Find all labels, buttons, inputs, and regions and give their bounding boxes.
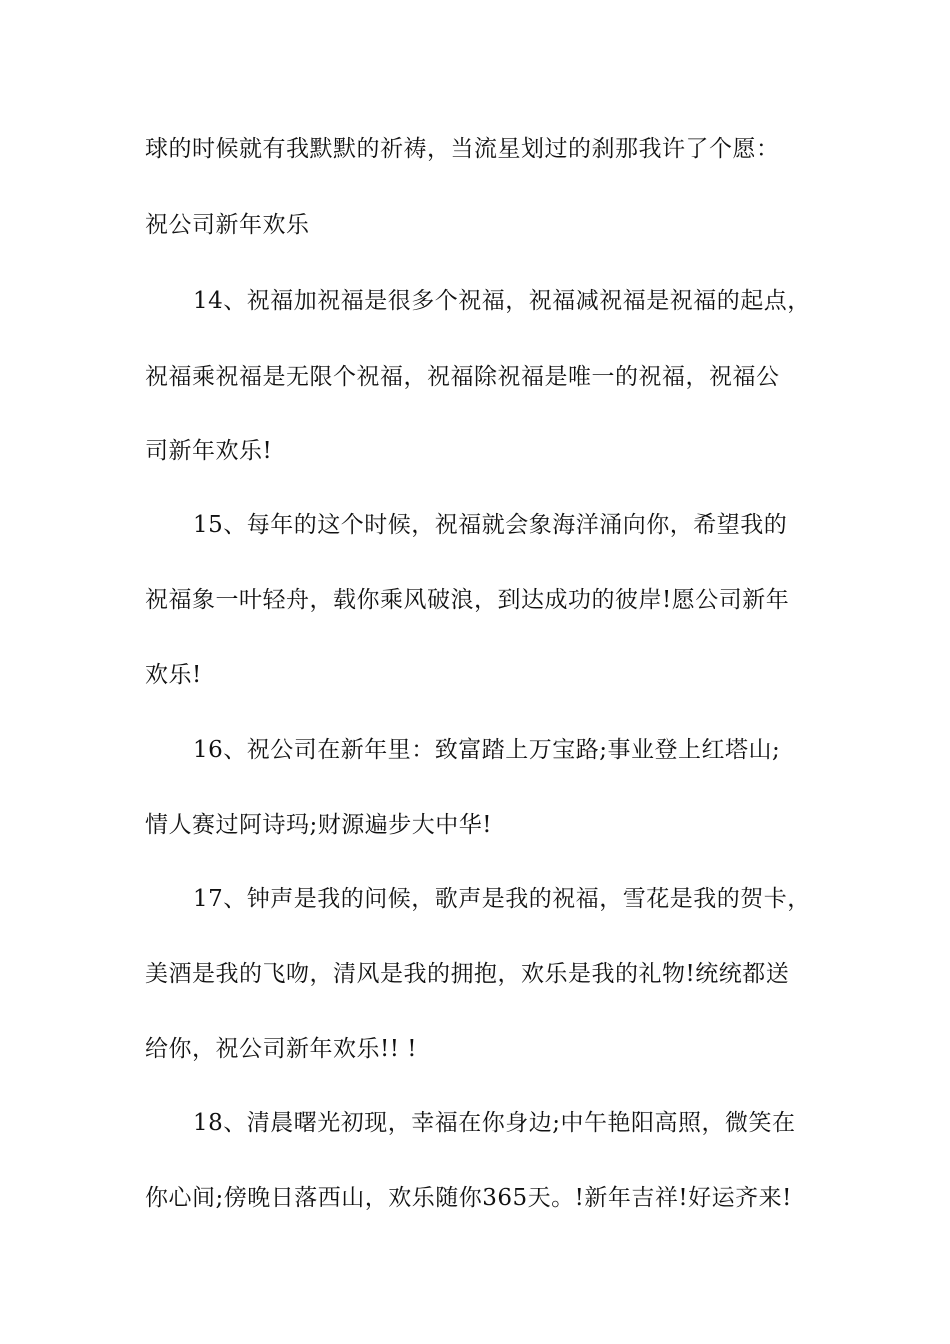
paragraph-16-line-2: 情人赛过阿诗玛;财源遍步大中华! xyxy=(145,812,492,838)
paragraph-15-line-3: 欢乐! xyxy=(145,662,202,688)
paragraph-18-line-1: 18、清晨曙光初现，幸福在你身边;中午艳阳高照，微笑在 xyxy=(193,1110,796,1136)
paragraph-17-line-1: 17、钟声是我的问候，歌声是我的祝福，雪花是我的贺卡， xyxy=(193,886,811,912)
paragraph-14-line-1: 14、祝福加祝福是很多个祝福，祝福减祝福是祝福的起点， xyxy=(193,288,811,314)
paragraph-17-line-3: 给你，祝公司新年欢乐!! ! xyxy=(145,1036,418,1062)
text-line-1: 球的时候就有我默默的祈祷，当流星划过的刹那我许了个愿： xyxy=(145,136,780,162)
paragraph-18-line-2: 你心间;傍晚日落西山，欢乐随你365天。!新年吉祥!好运齐来! xyxy=(145,1185,792,1211)
paragraph-14-line-3: 司新年欢乐! xyxy=(145,438,273,464)
paragraph-17-line-2: 美酒是我的飞吻，清风是我的拥抱，欢乐是我的礼物!统统都送 xyxy=(145,961,790,987)
text-line-2: 祝公司新年欢乐 xyxy=(145,212,310,238)
paragraph-15-line-2: 祝福象一叶轻舟，载你乘风破浪，到达成功的彼岸!愿公司新年 xyxy=(145,587,790,613)
paragraph-16-line-1: 16、祝公司在新年里：致富踏上万宝路;事业登上红塔山; xyxy=(193,737,781,763)
paragraph-14-line-2: 祝福乘祝福是无限个祝福，祝福除祝福是唯一的祝福，祝福公 xyxy=(145,364,780,390)
paragraph-15-line-1: 15、每年的这个时候，祝福就会象海洋涌向你，希望我的 xyxy=(193,512,788,538)
